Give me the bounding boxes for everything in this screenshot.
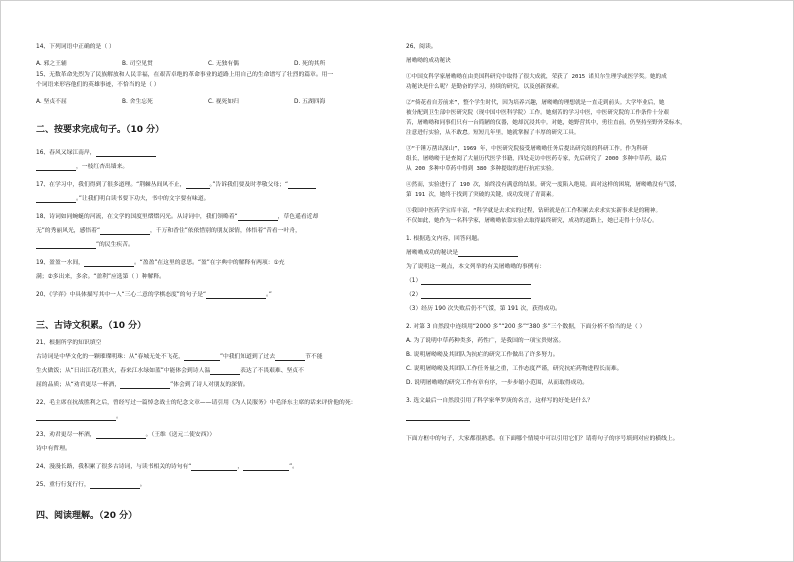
answer-blank[interactable] (184, 354, 220, 361)
q15-option-b: B. 舍生忘死 (122, 99, 153, 105)
section-2-heading: 二、按要求完成句子。（10 分） (36, 125, 165, 135)
answer-blank[interactable] (191, 464, 237, 471)
question-18-line1: 18、诗词如同蜿蜒的河流，在文学的国度里熠熠闪光。从诗词中，我们领略着“ ，草色遥看近却 (36, 214, 319, 220)
passage-p2-line2: 被分配到卫生部中医研究院（现中国中医科学院）工作。她刻苦的学习中医，中医研究院的工作条件十分艰 (406, 110, 669, 116)
question-22-line1: 22、毛主席在抗战胜利之后，曾经写过一篇悼念战士的纪念文章——请引用《为人民服务》中毛泽东主席的话来评价他的死： (36, 400, 357, 406)
question-26: 26、阅读。 (406, 44, 437, 50)
answer-blank[interactable] (36, 196, 76, 203)
passage-p5-line1: ⑤我国中医药学宝库丰富，“科学就是去求实的过程，钻研就是在工作积累去求求实实新事求是的精神。 (406, 208, 662, 214)
sub-question-3-answer (406, 414, 470, 421)
q15-option-d: D. 五湖四海 (294, 99, 326, 105)
answer-blank[interactable] (36, 414, 116, 421)
question-14: 14、下列词语中正确的是（ ） (36, 44, 115, 50)
q14-option-b: B. 司空见贯 (122, 61, 153, 67)
question-17-line2: 。”让我们明白读书要下功夫，书中的文字要有味道。 (36, 196, 209, 203)
q15-option-a: A. 坚贞不屈 (36, 99, 67, 105)
passage-p2-line4: 注意进行实验，从不敢怠。短短几年里，她就掌握了丰厚的研究工具。 (406, 130, 580, 136)
question-19-line1: 19、盈盈一水间， 。“盈盈”在这里的意思。“盈”在字典中的解释有两项：①充 (36, 260, 285, 266)
question-21-line2: 生火做饭；从“日出江花红胜火，春来江水绿如蓝”中能体会到诗人温 表达了不畏艰难、坚贞不 (36, 368, 304, 374)
passage-p3-line3: 从 200 多种中草药中得到 380 多种提取的进行抗疟实验。 (406, 166, 558, 172)
q14-option-d: D. 死的其所 (294, 61, 326, 67)
passage-p1-line2: 功秘诀是什么呢？是勤奋的学习，持续的研究，以及创新探索。 (406, 84, 563, 90)
sub-question-1-item2: （2） (406, 292, 531, 299)
answer-blank[interactable] (186, 182, 210, 189)
answer-blank[interactable] (421, 292, 531, 299)
q14-option-a: A. 邪之王辅 (36, 61, 67, 67)
question-24: 24、漫漫长路，我积累了很多古诗词，与读书相关的诗句有“ ， ”。 (36, 464, 298, 470)
question-22-line2: 。 (36, 414, 122, 421)
answer-blank[interactable] (96, 150, 156, 157)
answer-blank[interactable] (36, 242, 96, 249)
passage-title: 屠呦呦的成功秘诀 (406, 58, 451, 64)
passage-p3-line2: 组长，屠呦呦于是查阅了大量历代医学书籍，四处走访中医药专家，先后研究了 2000 多种中草药，最后 (406, 156, 667, 162)
sub-question-2-option-a: A. 为了说明中草药种类多，药性广，是我国的一项宝贵财富。 (406, 338, 565, 344)
sub-question-1-item3: （3）经历 190 次失败后仍不气馁，第 191 次，获得成功。 (406, 306, 561, 312)
question-19-line2: 满；②多出来，多余。“盈利”应选第（ ）种解释。 (36, 274, 165, 280)
question-18-line3: ”的民生疾苦。 (36, 242, 134, 249)
sub-question-1: 1. 根据选文内容，回答问题。 (406, 236, 483, 242)
passage-p2-line1: ②“倚花看自芳前来”，整个学生时代，因为培养兴趣，屠呦呦的理想就是一直走到前头。大学毕业后，她 (406, 100, 665, 106)
answer-blank[interactable] (100, 228, 150, 235)
section-4-heading: 四、阅读理解。（20 分） (36, 511, 138, 521)
question-15-line1: 15、无数革命先烈为了民族解放和人民幸福，在艰苦卓绝的革命事业的道路上用自己的生命谱写了壮烈的篇章。用一 (36, 72, 334, 78)
question-25: 25、重行行复行行， 。 (36, 482, 146, 488)
answer-blank[interactable] (421, 278, 531, 285)
answer-blank[interactable] (238, 214, 278, 221)
passage-p5-line2: 不仅如此，她作为一名科学家，屠呦呦依靠实验去取得最终研究，成功的道路上，她已走得十分尽心。 (406, 218, 658, 224)
answer-blank[interactable] (84, 260, 134, 267)
answer-blank[interactable] (90, 482, 140, 489)
section-3-heading: 三、古诗文积累。（10 分） (36, 321, 147, 331)
passage-p2-line3: 苦，屠呦呦和同事们只有一台简陋的仪器，她却沉浸其中。对她，她野营其中，勇往直前，仍坚持至野外采标本， (406, 120, 686, 126)
sub-question-4: 下面方框中的句子，大家都很熟悉。在下面哪个情境中可以引用它们？请将句子的序号填到对应的横线上。 (406, 436, 679, 442)
question-23-note: 诗中有哲理。 (36, 446, 71, 452)
sub-question-1-item1: （1） (406, 278, 531, 285)
question-16-line2: ，一枝红杏出墙来。 (36, 164, 128, 171)
answer-blank[interactable] (206, 292, 266, 299)
answer-blank[interactable] (275, 354, 305, 361)
question-23: 23、劝君更尽一杯酒， 。（王维《送元二使安西》） (36, 432, 216, 438)
question-21: 21、根据所学的知识填空 (36, 340, 102, 346)
sub-question-2-option-b: B. 说明屠呦呦及其团队为抗疟的研究工作做出了许多努力。 (406, 352, 559, 358)
sub-question-1a: 屠呦呦成功的秘诀是 (406, 250, 518, 257)
question-18-line2: 无”的秀丽风光，感悟着“ ，千万和香住”依依惜别的朋友深情，体悟着“昔看一叶舟， (36, 228, 301, 234)
passage-p3-line1: ③“千锤万凿出深山”，1969 年，中医研究院接受屠呦呦任务后提出研究组的科研工作。作为科研 (406, 146, 648, 152)
answer-blank[interactable] (243, 464, 289, 471)
passage-p4-line2: 第 191 次，她终于找到了突破的关键，成功发现了青蒿素。 (406, 192, 558, 198)
answer-blank[interactable] (288, 182, 316, 189)
sub-question-1b: 为了说明这一观点，本文列举的有关屠呦呦的事例有： (406, 264, 546, 270)
answer-blank[interactable] (210, 368, 240, 375)
answer-blank[interactable] (120, 382, 170, 389)
q14-option-c: C. 无独有偶 (208, 61, 239, 67)
sub-question-2-option-c: C. 说明屠呦呦及其团队工作任务量之重，工作态度严谨，研究抗疟药物进程长而难。 (406, 366, 623, 372)
question-15-line2: 个词语来形容他们的英雄事迹，不恰当的是（ ） (36, 82, 160, 88)
question-17-line1: 17、在学习中，我们得到了很多道理。“荆棘丛间风不止， 。”告诉我们要及时孝敬父母；“ (36, 182, 316, 189)
question-21-line3: 屈的品质；从“劝君更尽一杯酒， ”体会到了诗人对朋友的深情。 (36, 382, 249, 388)
answer-blank[interactable] (36, 164, 76, 171)
sub-question-2: 2. 对第 3 自然段中连续用“2000 多”“200 多”“380 多”三个数据，下面分析不恰当的是（ ） (406, 324, 646, 330)
passage-p1-line1: ①中国女科学家屠呦呦在由美国科研究中取得了很大成就，荣获了 2015 诺贝尔生理学或医学奖。她的成 (406, 74, 667, 80)
answer-blank[interactable] (406, 414, 470, 421)
sub-question-2-option-d: D. 说明屠呦呦的研究工作有章有序，一步步缩小范围，从而取得成功。 (406, 380, 589, 386)
question-16-line1: 16、春风又绿江南岸， (36, 150, 156, 157)
question-20: 20、《学弈》中具体描写其中一人“三心二意的学棋态度”的句子是“ 。” (36, 292, 272, 298)
answer-blank[interactable] (458, 250, 518, 257)
sub-question-3: 3. 选文最后一自然段引用了科学家华罗庚的名言，这样写的好处是什么？ (406, 398, 594, 404)
question-21-line1: 古诗词是中华文化的一颗璀璨明珠：从“春城无处不飞花， ”中我们知道到了过去 节不能 (36, 354, 323, 360)
q15-option-c: C. 视死如归 (208, 99, 239, 105)
answer-blank[interactable] (96, 432, 146, 439)
passage-p4-line1: ④然而，实验进行了 190 次，始终没有满意的结果。研究一度陷入绝境。面对这样的困境，屠呦呦没有气馁， (406, 182, 681, 188)
